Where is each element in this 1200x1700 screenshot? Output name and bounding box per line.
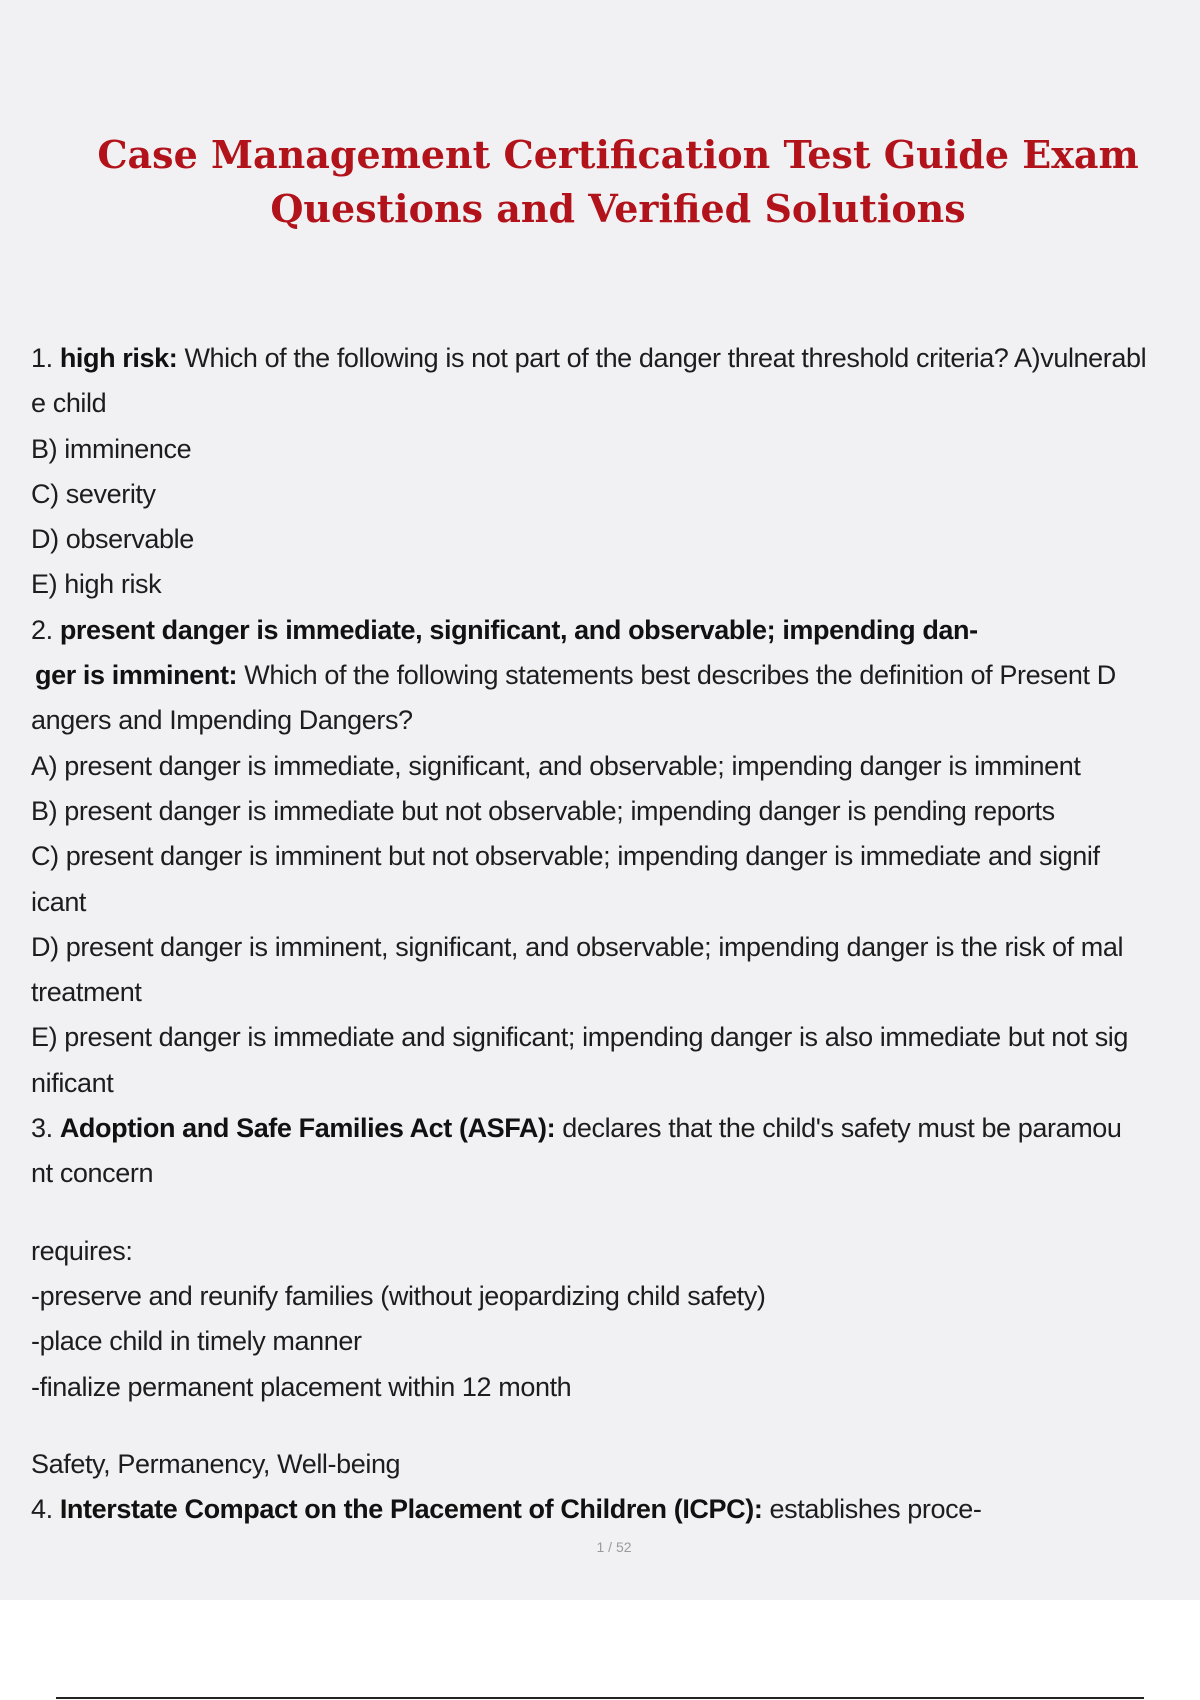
blank-line — [31, 1197, 1200, 1229]
requirement-item: -place child in timely manner — [31, 1326, 362, 1357]
question-term: Interstate Compact on the Placement of Children (ICPC): — [59, 1494, 763, 1525]
question-term-continued: ger is imminent: — [35, 660, 238, 691]
answer-option: D) observable — [31, 524, 194, 555]
page-counter: 1 / 52 — [596, 1539, 632, 1555]
question-term: present danger is immediate, significant, and observable; impending dan- — [59, 614, 978, 645]
document-title-line-1: Case Management Certification Test Guide Exam — [97, 132, 1139, 177]
answer-option: C) present danger is imminent but not observable; impending danger is immediate and signif — [31, 841, 1100, 872]
question-text: declares that the child's safety must be paramou — [562, 1113, 1122, 1144]
question-number: 3. — [31, 1113, 53, 1144]
question-text-continued: nt concern — [31, 1158, 154, 1189]
question-1-line — [31, 336, 1200, 381]
answer-option-continued: icant — [31, 886, 87, 917]
question-3-line — [31, 1106, 1200, 1151]
question-2-term-continued — [31, 653, 1200, 698]
document-body — [31, 336, 1200, 1532]
question-text: establishes proce- — [769, 1494, 982, 1525]
answer-option: B) present danger is immediate but not observable; impending danger is pending reports — [31, 795, 1055, 826]
answer-option: B) imminence — [31, 433, 192, 464]
question-text: Which of the following is not part of the danger threat threshold criteria? A)vulnerabl — [184, 343, 1147, 373]
summary-line: Safety, Permanency, Well-being — [31, 1448, 401, 1479]
answer-option: E) high risk — [31, 569, 162, 600]
document-title-line-2: Questions and Verified Solutions — [270, 186, 966, 231]
requirement-item: -finalize permanent placement within 12 month — [31, 1371, 572, 1402]
answer-option: D) present danger is imminent, significant, and observable; impending danger is the risk of mal — [31, 931, 1124, 962]
answer-option: C) severity — [31, 478, 156, 509]
requires-label: requires: — [31, 1235, 133, 1266]
document-title — [0, 128, 1200, 236]
question-4-line — [31, 1487, 1200, 1532]
question-text: Which of the following statements best describes the definition of Present D — [244, 660, 1116, 691]
question-text-continued: e child — [31, 388, 107, 419]
question-term: high risk: — [59, 343, 178, 373]
question-number: 2. — [31, 614, 53, 645]
answer-option: A) present danger is immediate, significant, and observable; impending danger is imminent — [31, 750, 1081, 781]
answer-option-continued: treatment — [31, 977, 142, 1008]
blank-line — [31, 1410, 1200, 1442]
answer-option-continued: nificant — [31, 1067, 114, 1098]
answer-option: E) present danger is immediate and significant; impending danger is also immediate but not sig — [31, 1022, 1129, 1053]
question-number: 1. — [31, 343, 53, 373]
question-number: 4. — [31, 1494, 53, 1525]
requirement-item: -preserve and reunify families (without jeopardizing child safety) — [31, 1280, 766, 1311]
question-text-continued: angers and Impending Dangers? — [31, 705, 413, 736]
question-2-line — [31, 608, 1200, 653]
question-term: Adoption and Safe Families Act (ASFA): — [59, 1113, 556, 1144]
bottom-divider — [56, 1697, 1144, 1699]
